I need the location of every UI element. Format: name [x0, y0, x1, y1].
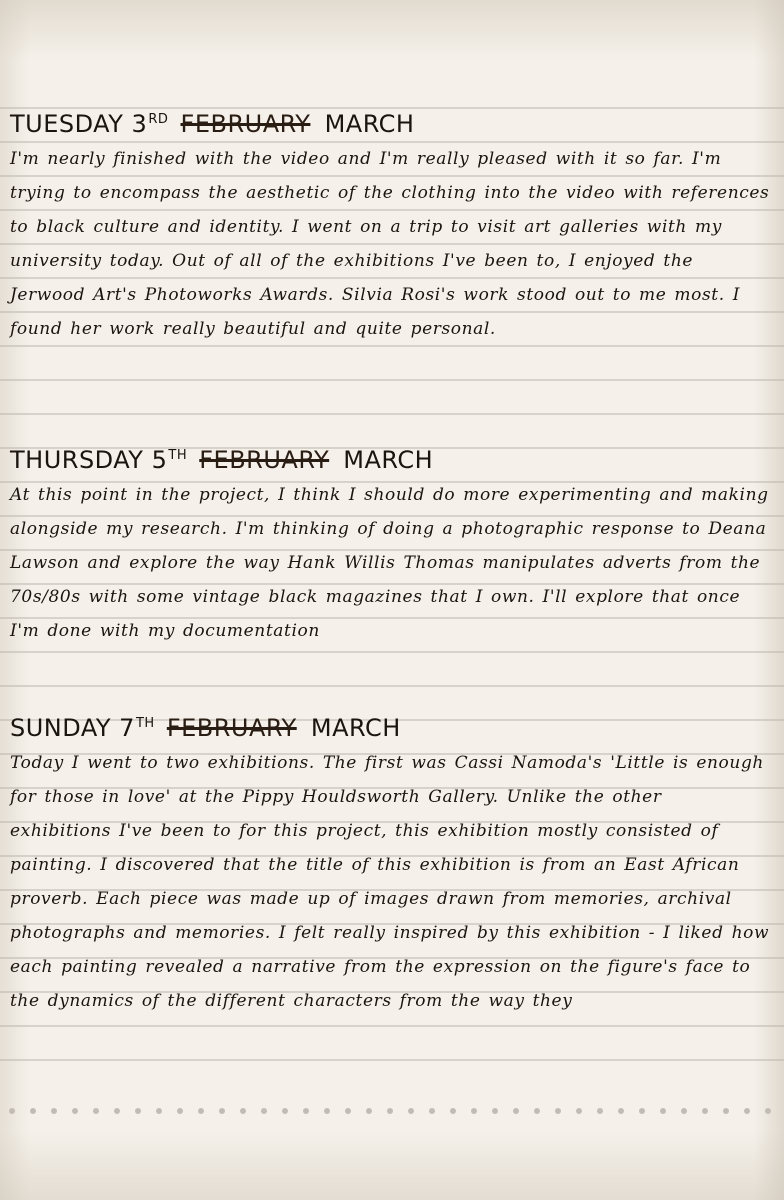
- page-dot: [51, 1108, 57, 1114]
- page-dot: [492, 1108, 498, 1114]
- journal-entry-2: [10, 434, 770, 648]
- page-dot: [366, 1108, 372, 1114]
- page-dot: [240, 1108, 246, 1114]
- page-dot: [660, 1108, 666, 1114]
- page-dot: [282, 1108, 288, 1114]
- page-dot: [345, 1108, 351, 1114]
- entry-date-suffix: TH: [135, 716, 155, 731]
- struck-month: FEBRUARY: [166, 714, 297, 742]
- page-dot: [429, 1108, 435, 1114]
- page-dot: [156, 1108, 162, 1114]
- entry-month: MARCH: [324, 110, 415, 138]
- struck-month: FEBRUARY: [199, 446, 330, 474]
- dot-row: [0, 1101, 784, 1121]
- page-dot: [408, 1108, 414, 1114]
- page-dot: [9, 1108, 15, 1114]
- entry-day: THURSDAY: [10, 446, 144, 474]
- entry-date-number: 5: [151, 446, 168, 474]
- page-dot: [765, 1108, 771, 1114]
- entry-date-number: 7: [119, 714, 135, 742]
- page-dot: [723, 1108, 729, 1114]
- page-dot: [219, 1108, 225, 1114]
- page-dot: [387, 1108, 393, 1114]
- page-dot: [30, 1108, 36, 1114]
- entry-date-number: 3: [131, 110, 148, 138]
- page-dot: [534, 1108, 540, 1114]
- page-dot: [450, 1108, 456, 1114]
- entry-date-suffix: RD: [148, 112, 169, 127]
- page-dot: [324, 1108, 330, 1114]
- entry-day: TUESDAY: [10, 110, 124, 138]
- page-dot: [303, 1108, 309, 1114]
- page-dot: [576, 1108, 582, 1114]
- struck-month: FEBRUARY: [180, 110, 311, 138]
- page-dot: [471, 1108, 477, 1114]
- page-dot: [702, 1108, 708, 1114]
- page-dot: [744, 1108, 750, 1114]
- page-shadow: [0, 1130, 784, 1200]
- page-dot: [555, 1108, 561, 1114]
- page-dot: [114, 1108, 120, 1114]
- page-dot: [618, 1108, 624, 1114]
- entry-body: At this point in the project, I think I should do more experimenting and making alongside my research. I'm thinking of doing a photographic response to Deana Lawson and explore the way Hank Willis Thomas manipulates adverts from the 70s/80s with some vintage black magazines that I own. I'll explore that once I'm done with my documentation: [10, 485, 769, 641]
- journal-entry-1: [10, 98, 770, 346]
- page-dot: [597, 1108, 603, 1114]
- page-dot: [513, 1108, 519, 1114]
- journal-entry-3: [10, 702, 770, 1018]
- page-dot: [639, 1108, 645, 1114]
- entry-heading: [10, 702, 770, 746]
- entry-month: MARCH: [343, 446, 434, 474]
- page-dot: [177, 1108, 183, 1114]
- page-dot: [261, 1108, 267, 1114]
- page-dot: [93, 1108, 99, 1114]
- page-dot: [198, 1108, 204, 1114]
- page-dot: [135, 1108, 141, 1114]
- entry-body: I'm nearly finished with the video and I'm really pleased with it so far. I'm trying to encompass the aesthetic of the clothing into the video with references to black culture and identity. I went on a trip to visit art galleries with my university today. Out of all of the exhibitions I've been to, I enjoyed the Jerwood Art's Photoworks Awards. Silvia Rosi's work stood out to me most. I found her work really beautiful and quite personal.: [10, 149, 770, 339]
- entry-heading: [10, 98, 770, 142]
- entry-heading: [10, 434, 770, 478]
- entry-body: Today I went to two exhibitions. The first was Cassi Namoda's 'Little is enough for those in love' at the Pippy Houldsworth Gallery. Unlike the other exhibitions I've been to for this project, this exhibition mostly consisted of painting. I discovered that the title of this exhibition is from an East African proverb. Each piece was made up of images drawn from memories, archival photographs and memories. I felt really inspired by this exhibition - I liked how each painting revealed a narrative from the expression on the figure's face to the dynamics of the different characters from the way they: [10, 753, 770, 1011]
- entry-date-suffix: TH: [168, 448, 188, 463]
- entry-month: MARCH: [310, 714, 401, 742]
- page-dot: [72, 1108, 78, 1114]
- entry-day: SUNDAY: [10, 714, 112, 742]
- page-dot: [681, 1108, 687, 1114]
